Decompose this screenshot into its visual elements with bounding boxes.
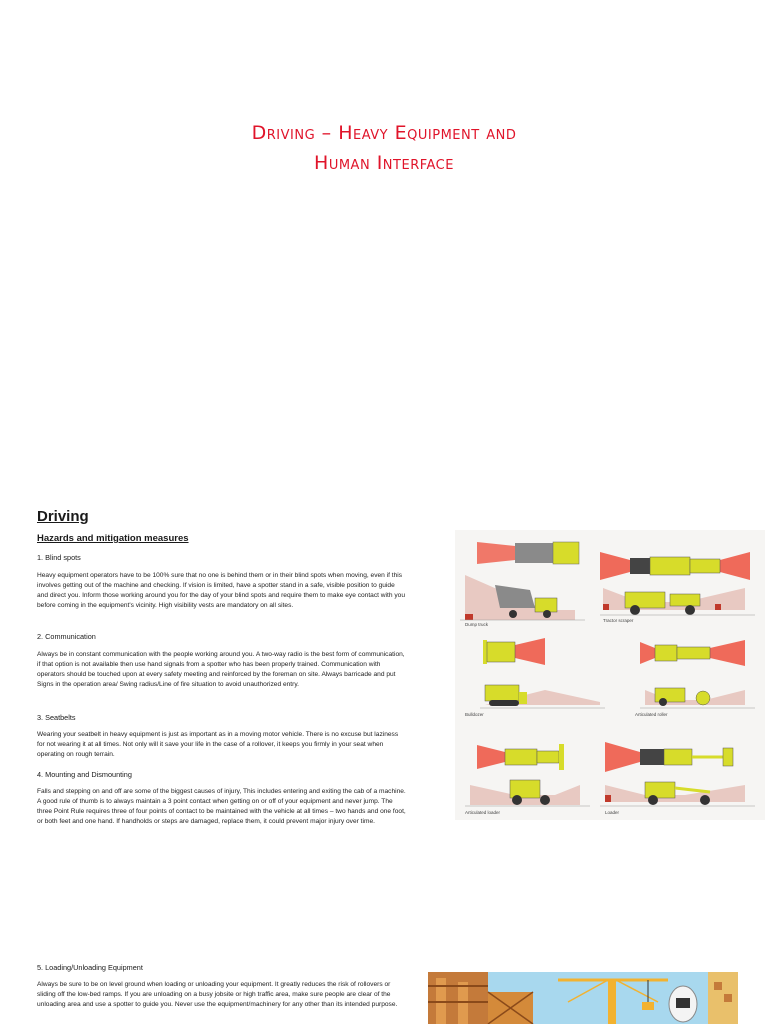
- blind-spot-diagram-svg: [455, 530, 765, 820]
- label-bulldozer: Bulldozer: [465, 712, 484, 717]
- label-tractor-scraper: Tractor scraper: [603, 618, 634, 623]
- blind-spot-diagram: [455, 530, 765, 820]
- label-articulated-roller: Articulated roller: [635, 712, 668, 717]
- label-loader: Loader: [605, 810, 620, 815]
- bulldozer-side-view: [480, 685, 605, 708]
- section-title-communication: 2. Communication: [37, 632, 96, 641]
- page-title-line2: Human Interface: [314, 152, 454, 174]
- bulldozer-top-view: [483, 638, 545, 665]
- roller-top-view: [640, 640, 745, 666]
- label-articulated-loader: Articulated loader: [465, 810, 501, 815]
- tractor-scraper-side-view: [600, 588, 755, 615]
- section-body-mounting: Falls and stepping on and off are some of the biggest causes of injury, This includes entering and exiting the cab of a machine. A good rule of thumb is to always maintain a 3 point contact when getting on or off of your equipment and never jump. The three Point Rule requires three of four points of contact to be maintained with the vehicle at all times – two hands and one foot, or both feet and one hand. If handholds or steps are damaged, replace them, it could prevent major injury over time.: [37, 788, 406, 825]
- section-body-communication: Always be in constant communication with the people working around you. A two-way radio is the best form of communication, if that option is not available then use hand signals from a spotter who has been properly trained. Communication with operators should be touched upon at every safety meeting and reinforced by the foreman on site. Always barricade and put Signs in the operation area/ Swing radius/Line of fire situation to avoid unauthorized entry.: [37, 651, 405, 688]
- construction-site-illustration: [428, 972, 738, 1024]
- articulated-loader-top-view: [477, 744, 564, 770]
- tractor-scraper-top-view: [600, 552, 750, 580]
- section-title-loading: 5. Loading/Unloading Equipment: [37, 963, 143, 972]
- section-body-seatbelts: Wearing your seatbelt in heavy equipment is just as important as in a moving motor vehicle. There is no excuse but laziness for not wearing it at all times. Not only will it save your life in the case of a rollover, it keeps you firmly in your seat when operating on rough terrain.: [37, 731, 399, 758]
- loader-side-view: [600, 782, 755, 806]
- dump-truck-top-view: [477, 542, 579, 564]
- dump-truck-side-view: [460, 575, 585, 620]
- section-title-blind-spots: 1. Blind spots: [37, 553, 81, 562]
- section-body-blind-spots: Heavy equipment operators have to be 100% sure that no one is behind them or in their blind spots when moving, even if this involves getting out of the machine and checking. If vision is limited, have a spotter stand in a safe, visible position to guide and direct you. Inform those working around you for the day of your blind spots and require them to make eye contact with you before coming in the equipment's vicinity. High visibility vests are mandatory on all sites.: [37, 572, 405, 609]
- section-title-mounting: 4. Mounting and Dismounting: [37, 770, 132, 779]
- label-dump-truck: Dump truck: [465, 622, 489, 627]
- articulated-loader-side-view: [465, 780, 590, 806]
- loader-top-view: [605, 742, 733, 772]
- construction-illustration-svg: [428, 972, 738, 1024]
- subheading: Hazards and mitigation measures: [37, 533, 189, 544]
- page-title-line1: Driving – Heavy Equipment and: [251, 122, 517, 144]
- section-title-seatbelts: 3. Seatbelts: [37, 713, 76, 722]
- section-heading: Driving: [37, 508, 89, 525]
- section-body-loading: Always be sure to be on level ground when loading or unloading your equipment. It greatly reduces the risk of rollovers or sliding off the low-bed ramps. If you are unloading on a busy jobsite or high traffic area, make sure people are clear of the unloading area and use a spotter to guide you. Never use the equipment/machinery for any other than its intended purpose.: [37, 981, 398, 1008]
- roller-side-view: [640, 688, 755, 708]
